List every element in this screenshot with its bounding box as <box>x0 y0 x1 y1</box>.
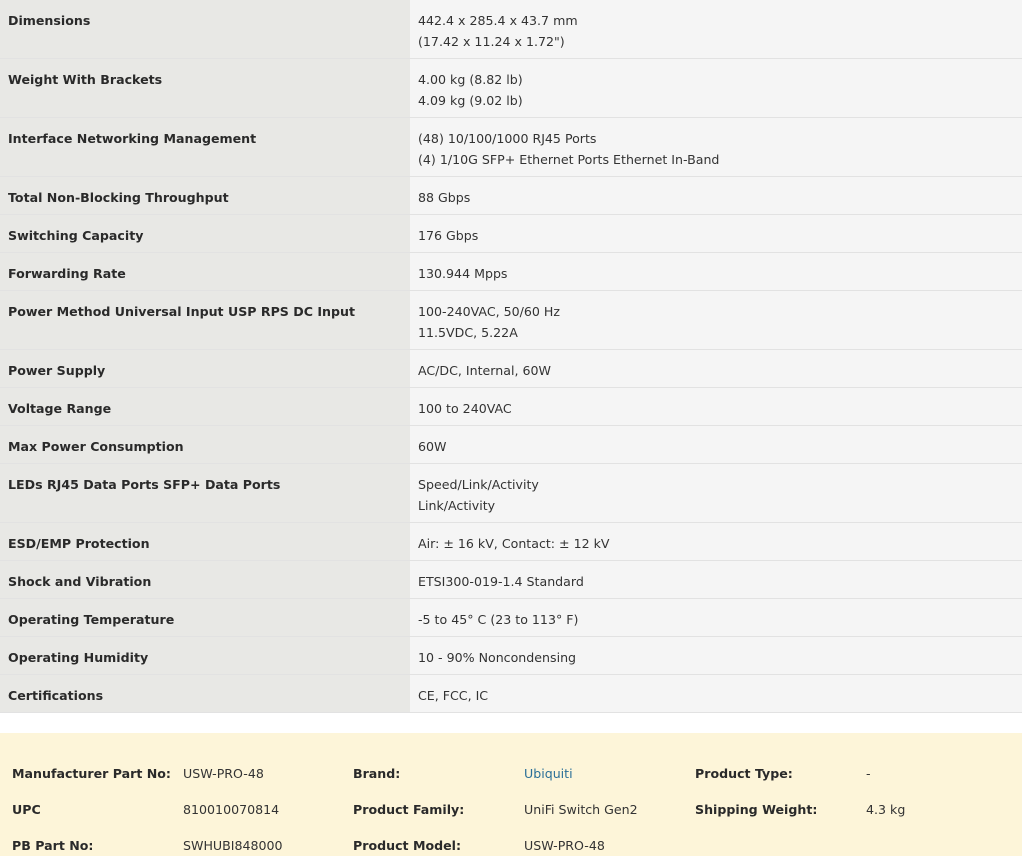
spec-value <box>410 0 1022 58</box>
shipping-weight-value: 4.3 kg <box>866 802 906 817</box>
brand-label: Brand: <box>353 766 401 781</box>
spec-value <box>410 59 1022 117</box>
spec-value-line: 88 Gbps <box>418 190 471 205</box>
spec-label: Power Supply <box>0 350 410 387</box>
spec-value <box>410 177 1022 214</box>
product-info-panel <box>0 733 1022 856</box>
shipping-weight-label: Shipping Weight: <box>695 802 818 817</box>
spec-value <box>410 388 1022 425</box>
spec-value <box>410 215 1022 252</box>
spec-value <box>410 291 1022 349</box>
product-model-label: Product Model: <box>353 838 462 853</box>
product-type-label: Product Type: <box>695 766 793 781</box>
spec-label: Max Power Consumption <box>0 426 410 463</box>
spec-value-line: (17.42 x 11.24 x 1.72") <box>418 34 565 49</box>
spec-label: Certifications <box>0 675 410 712</box>
spec-label: LEDs RJ45 Data Ports SFP+ Data Ports <box>0 464 410 522</box>
spec-label: Operating Humidity <box>0 637 410 674</box>
spec-value-line: Link/Activity <box>418 498 496 513</box>
spec-value-line: (4) 1/10G SFP+ Ethernet Ports Ethernet In-Band <box>418 152 720 167</box>
spec-value-line: 11.5VDC, 5.22A <box>418 325 518 340</box>
spec-value <box>410 426 1022 463</box>
spec-row-operating-temperature <box>0 599 1022 637</box>
spec-row-dimensions <box>0 0 1022 59</box>
spec-row-voltage-range <box>0 388 1022 426</box>
spec-value-line: 100-240VAC, 50/60 Hz <box>418 304 560 319</box>
spec-label: Weight With Brackets <box>0 59 410 117</box>
manufacturer-part-no-label: Manufacturer Part No: <box>12 766 171 781</box>
spec-label: Voltage Range <box>0 388 410 425</box>
spec-value-line: 442.4 x 285.4 x 43.7 mm <box>418 13 578 28</box>
spec-value <box>410 464 1022 522</box>
product-model-value: USW-PRO-48 <box>524 838 605 853</box>
spec-label: Total Non-Blocking Throughput <box>0 177 410 214</box>
spec-label: Switching Capacity <box>0 215 410 252</box>
spec-row-max-power <box>0 426 1022 464</box>
spec-row-switching-capacity <box>0 215 1022 253</box>
spec-row-leds <box>0 464 1022 523</box>
spec-row-esd-protection <box>0 523 1022 561</box>
spec-value-line: 130.944 Mpps <box>418 266 508 281</box>
spec-value <box>410 253 1022 290</box>
spec-value-line: CE, FCC, IC <box>418 688 489 703</box>
spec-row-operating-humidity <box>0 637 1022 675</box>
spec-label: Interface Networking Management <box>0 118 410 176</box>
spec-value <box>410 561 1022 598</box>
spec-value-line: (48) 10/100/1000 RJ45 Ports <box>418 131 597 146</box>
spec-row-weight <box>0 59 1022 118</box>
spec-value <box>410 637 1022 674</box>
spec-label: Power Method Universal Input USP RPS DC Input <box>0 291 410 349</box>
spec-value-line: ETSI300-019-1.4 Standard <box>418 574 584 589</box>
spec-value-line: 176 Gbps <box>418 228 479 243</box>
pb-part-no-label: PB Part No: <box>12 838 94 853</box>
spec-value-line: 100 to 240VAC <box>418 401 512 416</box>
spec-value <box>410 350 1022 387</box>
product-family-label: Product Family: <box>353 802 465 817</box>
spec-value-line: 10 - 90% Noncondensing <box>418 650 577 665</box>
spec-row-certifications <box>0 675 1022 713</box>
spec-label: Dimensions <box>0 0 410 58</box>
spec-row-power-supply <box>0 350 1022 388</box>
spec-row-shock-vibration <box>0 561 1022 599</box>
spec-row-throughput <box>0 177 1022 215</box>
spec-value-line: 60W <box>418 439 447 454</box>
upc-label: UPC <box>12 802 41 817</box>
spec-row-forwarding-rate <box>0 253 1022 291</box>
spec-value-line: -5 to 45° C (23 to 113° F) <box>418 612 579 627</box>
brand-link[interactable]: Ubiquiti <box>524 766 573 781</box>
product-type-value: - <box>866 766 871 781</box>
spec-value <box>410 523 1022 560</box>
spec-value-line: AC/DC, Internal, 60W <box>418 363 551 378</box>
spec-value-line: Air: ± 16 kV, Contact: ± 12 kV <box>418 536 610 551</box>
spec-value <box>410 118 1022 176</box>
upc-value: 810010070814 <box>183 802 280 817</box>
spec-label: Forwarding Rate <box>0 253 410 290</box>
spec-label: ESD/EMP Protection <box>0 523 410 560</box>
manufacturer-part-no-value: USW-PRO-48 <box>183 766 264 781</box>
spec-row-interface <box>0 118 1022 177</box>
spec-row-power-method <box>0 291 1022 350</box>
spec-value <box>410 675 1022 712</box>
product-family-value: UniFi Switch Gen2 <box>524 802 638 817</box>
spec-value <box>410 599 1022 636</box>
spec-value-line: Speed/Link/Activity <box>418 477 539 492</box>
spec-value-line: 4.09 kg (9.02 lb) <box>418 93 523 108</box>
spec-label: Shock and Vibration <box>0 561 410 598</box>
spec-value-line: 4.00 kg (8.82 lb) <box>418 72 523 87</box>
spec-label: Operating Temperature <box>0 599 410 636</box>
pb-part-no-value: SWHUBI848000 <box>183 838 283 853</box>
